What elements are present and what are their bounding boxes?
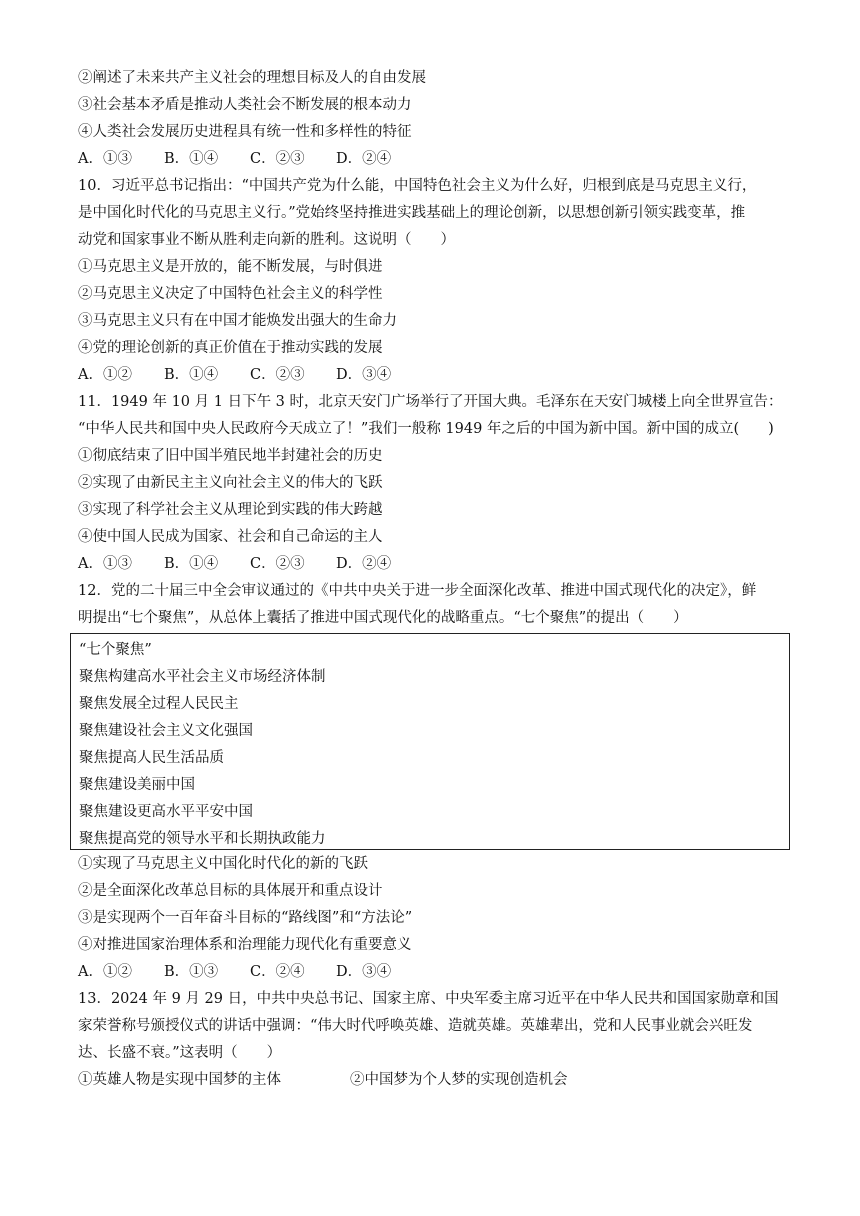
q11-option-1: ①彻底结束了旧中国半殖民地半封建社会的历史 <box>78 448 383 464</box>
q10-choice-d: D．③④ <box>336 367 392 383</box>
q11-option-3: ③实现了科学社会主义从理论到实践的伟大跨越 <box>78 502 383 518</box>
q13-option-2: ②中国梦为个人梦的实现创造机会 <box>350 1072 568 1088</box>
focus-item: 聚焦建设社会主义文化强国 <box>79 723 253 739</box>
q10-option-1: ①马克思主义是开放的，能不断发展，与时俱进 <box>78 259 383 275</box>
focus-item: 聚焦发展全过程人民民主 <box>79 696 239 712</box>
q11-answer-choices <box>78 554 790 574</box>
q13-stem-line-1: 13．2024 年 9 月 29 日，中共中央总书记、国家主席、中央军委主席习近平在中华人民共和国国家勋章和国 <box>78 991 779 1007</box>
q10-choice-c: C．②③ <box>250 367 305 383</box>
q12-choice-d: D．③④ <box>336 964 392 980</box>
q12-stem-line-1: 12．党的二十届三中全会审议通过的《中共中央关于进一步全面深化改革、推进中国式现代化的决定》，鲜 <box>78 583 757 599</box>
q13-stem-line-2: 家荣誉称号颁授仪式的讲话中强调：“伟大时代呼唤英雄、造就英雄。英雄辈出，党和人民事业就会兴旺发 <box>78 1018 753 1034</box>
q10-answer-choices <box>78 365 790 385</box>
q10-stem-line-3: 动党和国家事业不断从胜利走向新的胜利。这说明（ ） <box>78 232 455 248</box>
q9-choice-a: A．①③ <box>78 151 132 167</box>
q11-stem-line-2: “中华人民共和国中央人民政府今天成立了！”我们一般称 1949 年之后的中国为新中国。新中国的成立( ) <box>78 421 774 437</box>
focus-item: 聚焦提高党的领导水平和长期执政能力 <box>79 831 326 847</box>
seven-focuses-box <box>70 633 790 850</box>
q9-choice-c: C．②③ <box>250 151 305 167</box>
q11-choice-b: B．①④ <box>164 556 219 572</box>
q11-stem-line-1: 11．1949 年 10 月 1 日下午 3 时，北京天安门广场举行了开国大典。毛泽东在天安门城楼上向全世界宣告： <box>78 394 783 410</box>
q10-option-2: ②马克思主义决定了中国特色社会主义的科学性 <box>78 286 383 302</box>
q10-stem-line-1: 10．习近平总书记指出：“中国共产党为什么能，中国特色社会主义为什么好，归根到底是马克思主义行， <box>78 178 757 194</box>
q11-choice-d: D．②④ <box>336 556 392 572</box>
focus-item: 聚焦建设更高水平平安中国 <box>79 804 253 820</box>
focus-item: 聚焦构建高水平社会主义市场经济体制 <box>79 669 326 685</box>
q12-choice-c: C．②④ <box>250 964 305 980</box>
q12-choice-b: B．①③ <box>164 964 219 980</box>
seven-focuses-title: “七个聚焦” <box>79 642 152 658</box>
q9-answer-choices <box>78 149 790 169</box>
q11-choice-a: A．①③ <box>78 556 132 572</box>
q12-choice-a: A．①② <box>78 964 132 980</box>
q10-choice-b: B．①④ <box>164 367 219 383</box>
q11-choice-c: C．②③ <box>250 556 305 572</box>
q12-option-2: ②是全面深化改革总目标的具体展开和重点设计 <box>78 883 383 899</box>
q9-option-4: ④人类社会发展历史进程具有统一性和多样性的特征 <box>78 124 412 140</box>
q10-choice-a: A．①② <box>78 367 132 383</box>
q10-stem-line-2: 是中国化时代化的马克思主义行。”党始终坚持推进实践基础上的理论创新，以思想创新引领实践变革，推 <box>78 205 746 221</box>
q12-option-4: ④对推进国家治理体系和治理能力现代化有重要意义 <box>78 937 412 953</box>
q13-option-1: ①英雄人物是实现中国梦的主体 <box>78 1072 281 1088</box>
q9-option-3: ③社会基本矛盾是推动人类社会不断发展的根本动力 <box>78 97 412 113</box>
q12-stem-line-2: 明提出“七个聚焦”，从总体上囊括了推进中国式现代化的战略重点。“七个聚焦”的提出（ ） <box>78 610 688 626</box>
q11-option-4: ④使中国人民成为国家、社会和自己命运的主人 <box>78 529 383 545</box>
q9-option-2: ②阐述了未来共产主义社会的理想目标及人的自由发展 <box>78 70 426 86</box>
q13-options-row <box>78 1070 790 1090</box>
q10-option-4: ④党的理论创新的真正价值在于推动实践的发展 <box>78 340 383 356</box>
q12-answer-choices <box>78 962 790 982</box>
q11-option-2: ②实现了由新民主主义向社会主义的伟大的飞跃 <box>78 475 383 491</box>
q9-choice-b: B．①④ <box>164 151 219 167</box>
focus-item: 聚焦提高人民生活品质 <box>79 750 224 766</box>
focus-item: 聚焦建设美丽中国 <box>79 777 195 793</box>
q13-stem-line-3: 达、长盛不衰。”这表明（ ） <box>78 1045 282 1061</box>
q9-choice-d: D．②④ <box>336 151 392 167</box>
q12-option-3: ③是实现两个一百年奋斗目标的“路线图”和“方法论” <box>78 910 413 926</box>
q12-option-1: ①实现了马克思主义中国化时代化的新的飞跃 <box>78 856 368 872</box>
q10-option-3: ③马克思主义只有在中国才能焕发出强大的生命力 <box>78 313 397 329</box>
